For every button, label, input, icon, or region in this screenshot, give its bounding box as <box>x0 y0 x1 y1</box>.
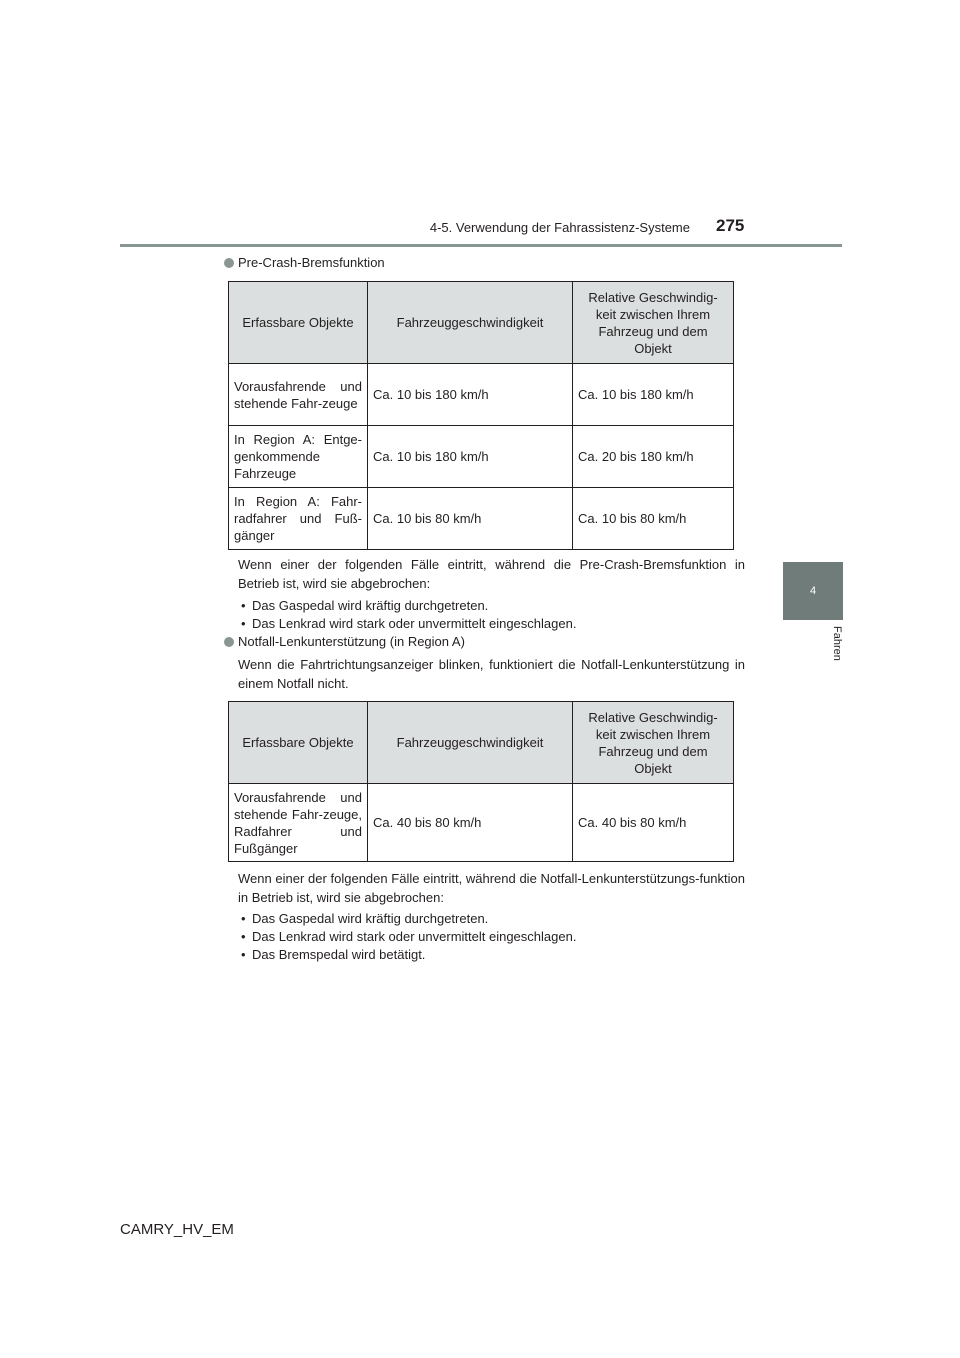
table-header-row <box>229 702 734 784</box>
cancel-conditions-note: Wenn einer der folgenden Fälle eintritt, während die Pre-Crash-Bremsfunktion in Betrieb ist, wird sie abgebrochen: <box>238 557 745 591</box>
table-cell-speed: Ca. 10 bis 180 km/h <box>368 364 573 426</box>
table-header-cell: Relative Geschwindig-keit zwischen Ihrem Fahrzeug und dem Objekt <box>573 702 734 784</box>
chapter-label-text: Fahren <box>831 626 843 661</box>
table-cell-object: Vorausfahrende und stehende Fahr-zeuge, Radfahrer und Fußgänger <box>229 784 368 862</box>
steering-assist-intro: Wenn die Fahrtrichtungsanzeiger blinken, funktioniert die Notfall-Lenkunterstützung in einem Notfall nicht. <box>238 657 745 691</box>
list-item: • Das Gaspedal wird kräftig durchgetreten. <box>238 597 745 615</box>
cancel-conditions-list <box>238 910 745 964</box>
chapter-label <box>783 626 843 661</box>
bullet-dot-icon <box>224 637 234 647</box>
table-cell-speed: Ca. 10 bis 180 km/h <box>368 426 573 488</box>
section-heading-text: Notfall-Lenkunterstützung (in Region A) <box>238 634 465 649</box>
table-row <box>229 784 734 862</box>
table-header-cell: Erfassbare Objekte <box>229 282 368 364</box>
table-cell-relative-speed: Ca. 10 bis 180 km/h <box>573 364 734 426</box>
table-header-cell: Erfassbare Objekte <box>229 702 368 784</box>
steering-assist-table <box>228 701 734 862</box>
table-header-cell: Fahrzeuggeschwindigkeit <box>368 282 573 364</box>
pre-crash-table <box>228 281 734 550</box>
table-header-row <box>229 282 734 364</box>
table-row <box>229 426 734 488</box>
list-item: • Das Lenkrad wird stark oder unvermittelt eingeschlagen. <box>238 615 745 633</box>
table-cell-relative-speed: Ca. 10 bis 80 km/h <box>573 488 734 550</box>
table-cell-relative-speed: Ca. 40 bis 80 km/h <box>573 784 734 862</box>
section-title: 4-5. Verwendung der Fahrassistenz-Systeme <box>429 220 690 235</box>
list-item: • Das Lenkrad wird stark oder unvermittelt eingeschlagen. <box>238 928 745 946</box>
section-heading-pre-crash <box>224 254 385 271</box>
table-row <box>229 488 734 550</box>
list-item: • Das Gaspedal wird kräftig durchgetreten. <box>238 910 745 928</box>
table-cell-object: In Region A: Entge-genkommende Fahrzeuge <box>229 426 368 488</box>
chapter-number: 4 <box>809 585 817 597</box>
chapter-tab <box>783 562 843 620</box>
table-cell-speed: Ca. 40 bis 80 km/h <box>368 784 573 862</box>
bullet-dot-icon <box>224 258 234 268</box>
table-cell-object: In Region A: Fahr-radfahrer und Fuß-gänger <box>229 488 368 550</box>
table-row <box>229 364 734 426</box>
table-cell-relative-speed: Ca. 20 bis 180 km/h <box>573 426 734 488</box>
table-header-cell: Relative Geschwindig-keit zwischen Ihrem Fahrzeug und dem Objekt <box>573 282 734 364</box>
section-heading-steering-assist <box>224 633 465 650</box>
table-cell-speed: Ca. 10 bis 80 km/h <box>368 488 573 550</box>
model-code: CAMRY_HV_EM <box>120 1221 234 1238</box>
section-heading-text: Pre-Crash-Bremsfunktion <box>238 255 385 270</box>
table-header-cell: Fahrzeuggeschwindigkeit <box>368 702 573 784</box>
page-number: 275 <box>716 216 745 235</box>
cancel-conditions-note: Wenn einer der folgenden Fälle eintritt, während die Notfall-Lenkunterstützungs-funktion in Betrieb ist, wird sie abgebrochen: <box>238 871 745 905</box>
header-divider <box>120 244 842 247</box>
table-cell-object: Vorausfahrende und stehende Fahr-zeuge <box>229 364 368 426</box>
list-item: • Das Bremspedal wird betätigt. <box>238 946 745 964</box>
cancel-conditions-list <box>238 597 745 633</box>
